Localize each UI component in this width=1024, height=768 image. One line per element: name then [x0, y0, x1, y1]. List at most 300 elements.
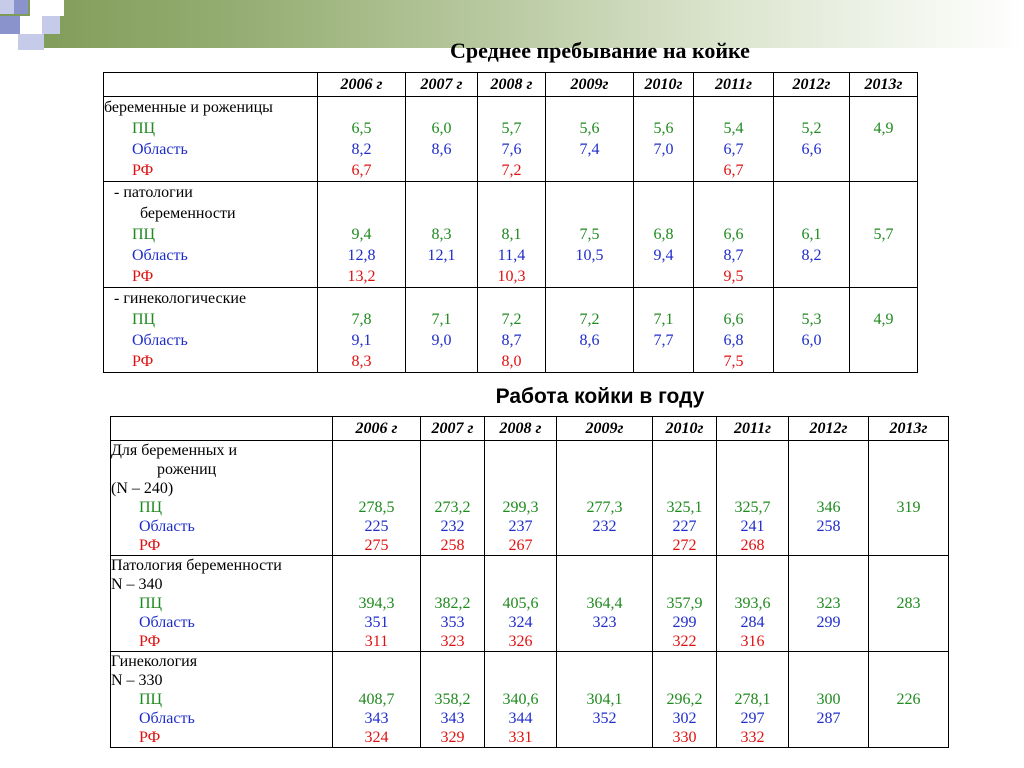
decor-square: [20, 16, 42, 34]
spacer: [653, 652, 716, 671]
spacer: [333, 460, 420, 479]
row-region-value: 6,7: [723, 141, 744, 158]
row-rf-value: 13,2: [347, 268, 376, 285]
row-pc-value: 5,4: [723, 120, 744, 137]
row-region-value: 8,6: [431, 141, 452, 158]
table2-title: Работа койки в году: [495, 385, 705, 408]
row-pc-label: ПЦ: [132, 120, 156, 137]
spacer: [318, 182, 405, 203]
header-corner: [104, 73, 318, 97]
value-cell: [850, 97, 918, 182]
spacer: [717, 460, 788, 479]
row-region-value: [869, 613, 948, 632]
row-pc-label: ПЦ: [139, 499, 163, 516]
value-cell: [557, 441, 653, 556]
value-cell: [478, 288, 546, 373]
value-cell: [634, 288, 694, 373]
spacer: [557, 671, 652, 690]
row-region-value: 9,4: [653, 247, 674, 264]
decor-square: [14, 0, 28, 14]
row-pc-value: 358,2: [434, 691, 471, 708]
row-pc-value: 340,6: [502, 691, 539, 708]
spacer: [333, 575, 420, 594]
value-cell: [406, 182, 478, 288]
spacer: [869, 652, 948, 671]
spacer: [478, 288, 545, 309]
row-region-value: 8,7: [501, 332, 522, 349]
spacer: [485, 479, 556, 498]
spacer: [333, 652, 420, 671]
row-pc-value: 405,6: [502, 595, 539, 612]
row-region-value: 8,2: [801, 247, 822, 264]
row-region-value: 11,4: [497, 247, 526, 264]
row-pc-value: 7,2: [579, 311, 600, 328]
value-cell: [850, 182, 918, 288]
row-region-value: 343: [440, 710, 465, 727]
row-rf-value: [634, 160, 693, 181]
decor-square: [42, 16, 60, 34]
spacer: [717, 652, 788, 671]
row-pc-value: 6,0: [431, 120, 452, 137]
spacer: [653, 575, 716, 594]
spacer: [869, 479, 948, 498]
value-cell: [789, 556, 869, 652]
row-pc-value: 273,2: [434, 499, 471, 516]
value-cell: [333, 441, 421, 556]
spacer: [557, 652, 652, 671]
row-region-value: 227: [672, 518, 697, 535]
row-region-value: 353: [440, 614, 465, 631]
table1-title: Среднее пребывание на койке: [450, 38, 750, 63]
row-rf-value: [789, 536, 868, 555]
spacer: [789, 479, 868, 498]
table-row: [111, 556, 949, 652]
value-cell: [421, 652, 485, 748]
table-row: [104, 288, 918, 373]
spacer: [850, 182, 917, 203]
row-pc-value: 5,3: [801, 311, 822, 328]
spacer: [421, 441, 484, 460]
row-rf-value: [869, 728, 948, 747]
value-cell: [789, 652, 869, 748]
spacer: [318, 97, 405, 118]
spacer: [546, 97, 633, 118]
value-cell: [478, 182, 546, 288]
value-cell: [557, 652, 653, 748]
spacer: [789, 652, 868, 671]
row-region-value: 232: [592, 518, 617, 535]
year-header: 2007 г: [421, 417, 485, 441]
spacer: [774, 97, 849, 118]
row-region-value: 12,8: [347, 247, 376, 264]
row-pc-value: 300: [816, 691, 841, 708]
spacer: [869, 671, 948, 690]
year-header: 2008 г: [478, 73, 546, 97]
row-region-label: Область: [139, 614, 195, 631]
spacer: [694, 97, 773, 118]
value-cell: [653, 556, 717, 652]
row-rf-value: 275: [364, 537, 389, 554]
row-pc-label: ПЦ: [132, 226, 156, 243]
spacer: [421, 671, 484, 690]
value-cell: [634, 97, 694, 182]
group-label-cell: [111, 652, 333, 748]
row-region-value: [850, 330, 917, 351]
row-pc-value: 393,6: [734, 595, 771, 612]
row-pc-value: 5,7: [501, 120, 522, 137]
row-region-value: 237: [508, 518, 533, 535]
group-name: беременные и роженицы: [104, 99, 273, 116]
row-rf-label: РФ: [139, 537, 161, 554]
spacer: [318, 288, 405, 309]
spacer: [333, 479, 420, 498]
row-pc-value: 6,6: [723, 226, 744, 243]
row-rf-value: 10,3: [497, 268, 526, 285]
row-pc-value: 325,7: [734, 499, 771, 516]
row-region-value: 9,0: [431, 332, 452, 349]
row-rf-label: РФ: [132, 268, 154, 285]
spacer: [653, 556, 716, 575]
spacer: [634, 288, 693, 309]
value-cell: [850, 288, 918, 373]
row-rf-value: [546, 160, 633, 181]
spacer: [789, 460, 868, 479]
value-cell: [485, 556, 557, 652]
row-pc-value: 5,2: [801, 120, 822, 137]
row-region-value: 352: [592, 710, 617, 727]
row-rf-value: [869, 632, 948, 651]
value-cell: [869, 652, 949, 748]
row-rf-value: 9,5: [723, 268, 744, 285]
spacer: [485, 460, 556, 479]
decor-square: [0, 0, 14, 14]
row-pc-value: 278,5: [358, 499, 395, 516]
spacer: [869, 460, 948, 479]
spacer: [717, 441, 788, 460]
row-rf-value: 7,2: [501, 162, 522, 179]
value-cell: [546, 97, 634, 182]
row-pc-value: 357,9: [666, 595, 703, 612]
row-rf-value: 268: [740, 537, 765, 554]
row-rf-label: РФ: [139, 633, 161, 650]
spacer: [774, 182, 849, 203]
value-cell: [333, 652, 421, 748]
row-pc-value: 283: [896, 595, 921, 612]
row-region-value: 241: [740, 518, 765, 535]
row-region-label: Область: [132, 332, 188, 349]
row-region-value: 299: [672, 614, 697, 631]
row-rf-value: [546, 266, 633, 287]
row-rf-value: 267: [508, 537, 533, 554]
group-name: Гинекология: [111, 653, 198, 670]
group-name: - патологии: [114, 184, 193, 201]
spacer: [557, 575, 652, 594]
decor-square: [30, 0, 64, 16]
value-cell: [546, 288, 634, 373]
row-pc-value: 6,5: [351, 120, 372, 137]
value-cell: [774, 182, 850, 288]
row-region-value: [869, 517, 948, 536]
spacer: [333, 441, 420, 460]
row-rf-value: 330: [672, 729, 697, 746]
table-row: [111, 652, 949, 748]
row-rf-label: РФ: [132, 353, 154, 370]
value-cell: [485, 441, 557, 556]
spacer: [421, 652, 484, 671]
bed-stay-table: [103, 72, 918, 373]
value-cell: [717, 441, 789, 556]
value-cell: [557, 556, 653, 652]
spacer: [850, 288, 917, 309]
header-corner: [111, 417, 333, 441]
row-region-value: 284: [740, 614, 765, 631]
value-cell: [653, 441, 717, 556]
row-pc-value: 299,3: [502, 499, 539, 516]
row-rf-value: 8,3: [351, 353, 372, 370]
row-pc-value: 325,1: [666, 499, 703, 516]
row-pc-value: 408,7: [358, 691, 395, 708]
spacer: [557, 479, 652, 498]
row-region-value: 299: [816, 614, 841, 631]
row-region-value: 324: [508, 614, 533, 631]
year-header: 2009г: [546, 73, 634, 97]
row-pc-value: 394,3: [358, 595, 395, 612]
value-cell: [478, 97, 546, 182]
row-pc-value: 4,9: [873, 120, 894, 137]
spacer: [406, 203, 477, 224]
row-rf-value: [557, 536, 652, 555]
spacer: [478, 182, 545, 203]
spacer: [485, 575, 556, 594]
spacer: [717, 575, 788, 594]
row-pc-label: ПЦ: [139, 595, 163, 612]
row-rf-value: [406, 266, 477, 287]
row-pc-value: 323: [816, 595, 841, 612]
year-header: 2010г: [634, 73, 694, 97]
row-region-value: 6,6: [801, 141, 822, 158]
group-name: N – 340: [111, 576, 163, 593]
spacer: [406, 97, 477, 118]
value-cell: [694, 288, 774, 373]
spacer: [485, 652, 556, 671]
spacer: [318, 203, 405, 224]
row-pc-value: 5,6: [579, 120, 600, 137]
row-rf-value: [634, 351, 693, 372]
row-rf-value: [406, 160, 477, 181]
value-cell: [318, 97, 406, 182]
year-header: 2012г: [789, 417, 869, 441]
group-name: беременности: [140, 205, 236, 222]
row-pc-value: 382,2: [434, 595, 471, 612]
row-region-value: 8,7: [723, 247, 744, 264]
row-pc-value: 319: [896, 499, 921, 516]
row-rf-label: РФ: [132, 162, 154, 179]
row-region-value: 8,6: [579, 332, 600, 349]
spacer: [694, 288, 773, 309]
year-header: 2011г: [694, 73, 774, 97]
value-cell: [485, 652, 557, 748]
year-header: 2008 г: [485, 417, 557, 441]
row-rf-value: 323: [440, 633, 465, 650]
spacer: [694, 182, 773, 203]
row-pc-value: 6,6: [723, 311, 744, 328]
row-region-label: Область: [139, 710, 195, 727]
row-rf-value: 316: [740, 633, 765, 650]
spacer: [850, 97, 917, 118]
spacer: [557, 460, 652, 479]
value-cell: [774, 288, 850, 373]
year-header: 2013г: [850, 73, 918, 97]
spacer: [546, 203, 633, 224]
value-cell: [694, 97, 774, 182]
value-cell: [333, 556, 421, 652]
row-region-value: 323: [592, 614, 617, 631]
spacer: [421, 460, 484, 479]
group-name: Для беременных и: [111, 442, 238, 459]
row-region-label: Область: [132, 247, 188, 264]
row-region-value: 9,1: [351, 332, 372, 349]
value-cell: [653, 652, 717, 748]
spacer: [333, 671, 420, 690]
group-label-cell: [104, 182, 318, 288]
group-name: N – 330: [111, 672, 163, 689]
row-rf-value: 331: [508, 729, 533, 746]
row-rf-value: 272: [672, 537, 697, 554]
row-rf-value: 324: [364, 729, 389, 746]
group-name: Патология беременности: [111, 557, 282, 574]
year-header: 2006 г: [333, 417, 421, 441]
spacer: [774, 288, 849, 309]
row-rf-value: [634, 266, 693, 287]
row-pc-value: 7,5: [579, 226, 600, 243]
row-pc-value: 226: [896, 691, 921, 708]
row-pc-value: 9,4: [351, 226, 372, 243]
spacer: [421, 479, 484, 498]
row-region-value: 7,6: [501, 141, 522, 158]
header-row: [104, 73, 918, 97]
spacer: [789, 441, 868, 460]
group-label-cell: [104, 97, 318, 182]
group-label-cell: [111, 556, 333, 652]
spacer: [653, 441, 716, 460]
year-header: 2007 г: [406, 73, 478, 97]
value-cell: [406, 97, 478, 182]
spacer: [850, 203, 917, 224]
spacer: [653, 460, 716, 479]
value-cell: [546, 182, 634, 288]
group-name: - гинекологические: [114, 290, 247, 307]
row-region-value: 7,4: [579, 141, 600, 158]
spacer: [634, 182, 693, 203]
row-rf-value: 8,0: [501, 353, 522, 370]
row-region-value: 7,7: [653, 332, 674, 349]
row-region-value: [850, 139, 917, 160]
row-rf-value: [850, 266, 917, 287]
row-pc-label: ПЦ: [139, 691, 163, 708]
year-header: 2013г: [869, 417, 949, 441]
row-rf-value: 322: [672, 633, 697, 650]
row-region-value: 10,5: [575, 247, 604, 264]
value-cell: [774, 97, 850, 182]
spacer: [717, 556, 788, 575]
row-rf-value: [406, 351, 477, 372]
row-region-value: 8,2: [351, 141, 372, 158]
row-rf-value: [557, 632, 652, 651]
row-region-value: 232: [440, 518, 465, 535]
row-pc-value: 4,9: [873, 311, 894, 328]
value-cell: [789, 441, 869, 556]
value-cell: [694, 182, 774, 288]
row-pc-label: ПЦ: [132, 311, 156, 328]
row-pc-value: 8,3: [431, 226, 452, 243]
table-row: [104, 182, 918, 288]
spacer: [485, 556, 556, 575]
row-region-value: [869, 709, 948, 728]
row-pc-value: 5,7: [873, 226, 894, 243]
row-rf-value: 311: [364, 633, 389, 650]
value-cell: [717, 652, 789, 748]
year-header: 2009г: [557, 417, 653, 441]
row-rf-value: 326: [508, 633, 533, 650]
row-pc-value: 364,4: [586, 595, 623, 612]
spacer: [478, 97, 545, 118]
row-pc-value: 5,6: [653, 120, 674, 137]
row-rf-label: РФ: [139, 729, 161, 746]
row-rf-value: [789, 632, 868, 651]
row-region-label: Область: [139, 518, 195, 535]
row-rf-value: 7,5: [723, 353, 744, 370]
header-row: [111, 417, 949, 441]
row-rf-value: 258: [440, 537, 465, 554]
value-cell: [869, 441, 949, 556]
spacer: [694, 203, 773, 224]
row-rf-value: [869, 536, 948, 555]
row-rf-value: 6,7: [723, 162, 744, 179]
spacer: [546, 182, 633, 203]
spacer: [421, 556, 484, 575]
row-region-value: 351: [364, 614, 389, 631]
year-header: 2006 г: [318, 73, 406, 97]
year-header: 2011г: [717, 417, 789, 441]
row-region-value: 287: [816, 710, 841, 727]
spacer: [789, 556, 868, 575]
spacer: [421, 575, 484, 594]
row-pc-value: 7,8: [351, 311, 372, 328]
spacer: [485, 441, 556, 460]
value-cell: [634, 182, 694, 288]
row-rf-value: [789, 728, 868, 747]
row-rf-value: [774, 351, 849, 372]
spacer: [546, 288, 633, 309]
row-rf-value: [557, 728, 652, 747]
spacer: [333, 556, 420, 575]
table-row: [104, 97, 918, 182]
row-rf-value: [546, 351, 633, 372]
spacer: [717, 479, 788, 498]
value-cell: [318, 182, 406, 288]
row-rf-value: [774, 266, 849, 287]
spacer: [789, 575, 868, 594]
value-cell: [406, 288, 478, 373]
year-header: 2010г: [653, 417, 717, 441]
group-name: (N – 240): [111, 480, 174, 497]
spacer: [869, 441, 948, 460]
spacer: [478, 203, 545, 224]
row-rf-value: [850, 351, 917, 372]
spacer: [653, 671, 716, 690]
row-region-value: 258: [816, 518, 841, 535]
spacer: [634, 97, 693, 118]
